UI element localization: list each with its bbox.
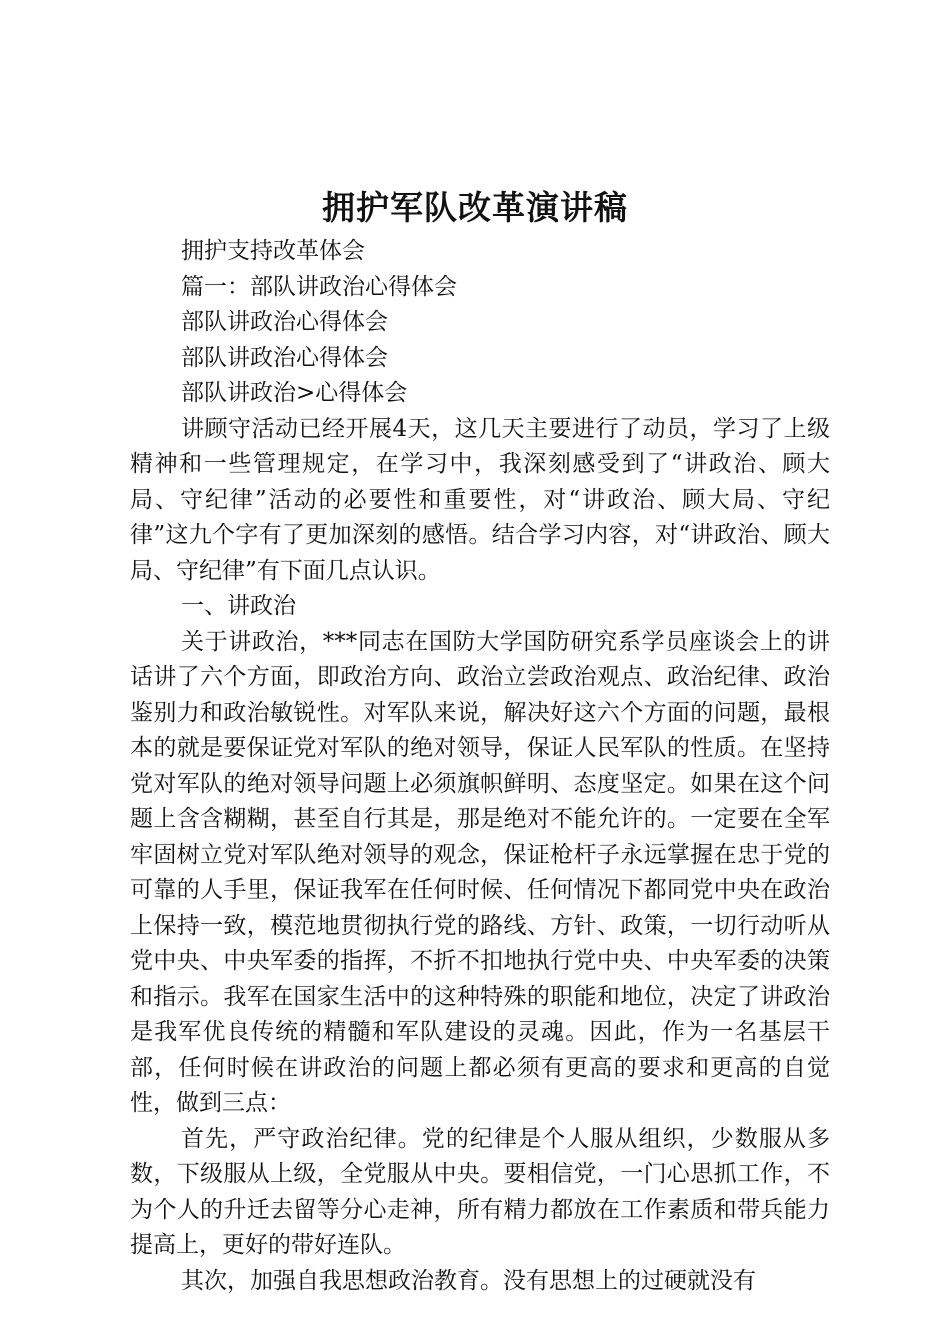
section-heading: 一、讲政治 — [181, 593, 296, 619]
subtitle-line: 拥护支持改革体会 — [181, 238, 365, 264]
body-paragraph: 其次，加强自我思想政治教育。没有思想上的过硬就没有 — [181, 1267, 756, 1294]
subtitle-line: 部队讲政治>心得体会 — [181, 380, 408, 406]
body-paragraph: 关于讲政治，***同志在国防大学国防研究系学员座谈会上的讲话讲了六个方面，即政治方向、政治立尝政治观点、政治纪律、政治鉴别力和政治敏锐性。对军队来说，解决好这六个方面的问题，最根本的就是要保证党对军队的绝对领导，保证人民军队的性质。在坚持党对军队的绝对领导问题上必须旗帜鲜明、态度坚定。如果在这个问题上含含糊糊，甚至自行其是，那是绝对不能允许的。一定要在全军牢固树立党对军队绝对领导的观念，保证枪杆子永远掌握在忠于党的可靠的人手里，保证我军在任何时候、任何情况下都同党中央在政治上保持一致，模范地贯彻执行党的路线、方针、政策，一切行动听从党中央、中央军委的指挥，不折不扣地执行党中央、中央军委的决策和指示。我军在国家生活中的这种特殊的职能和地位，决定了讲政治是我军优良传统的精髓和军队建设的灵魂。因此，作为一名基层干部，任何时候在讲政治的问题上都必须有更高的要求和更高的自觉性，做到三点： — [130, 628, 830, 1116]
subtitle-line: 部队讲政治心得体会 — [181, 309, 388, 335]
subtitle-line: 篇一：部队讲政治心得体会 — [181, 273, 457, 300]
subtitle-line: 部队讲政治心得体会 — [181, 344, 388, 371]
body-paragraph: 讲顾守活动已经开展4天，这几天主要进行了动员，学习了上级精神和一些管理规定，在学习中，我深刻感受到了“讲政治、顾大局、守纪律”活动的必要性和重要性，对“讲政治、顾大局、守纪律”这九个字有了更加深刻的感悟。结合学习内容，对“讲政治、顾大局、守纪律”有下面几点认识。 — [130, 415, 830, 584]
document-body — [130, 234, 830, 1299]
document-title: 拥护军队改革演讲稿 — [322, 188, 628, 227]
body-paragraph: 首先，严守政治纪律。党的纪律是个人服从组织，少数服从多数，下级服从上级，全党服从中央。要相信党，一门心思抓工作，不为个人的升迁去留等分心走神，所有精力都放在工作素质和带兵能力提高上，更好的带好连队。 — [130, 1125, 830, 1258]
